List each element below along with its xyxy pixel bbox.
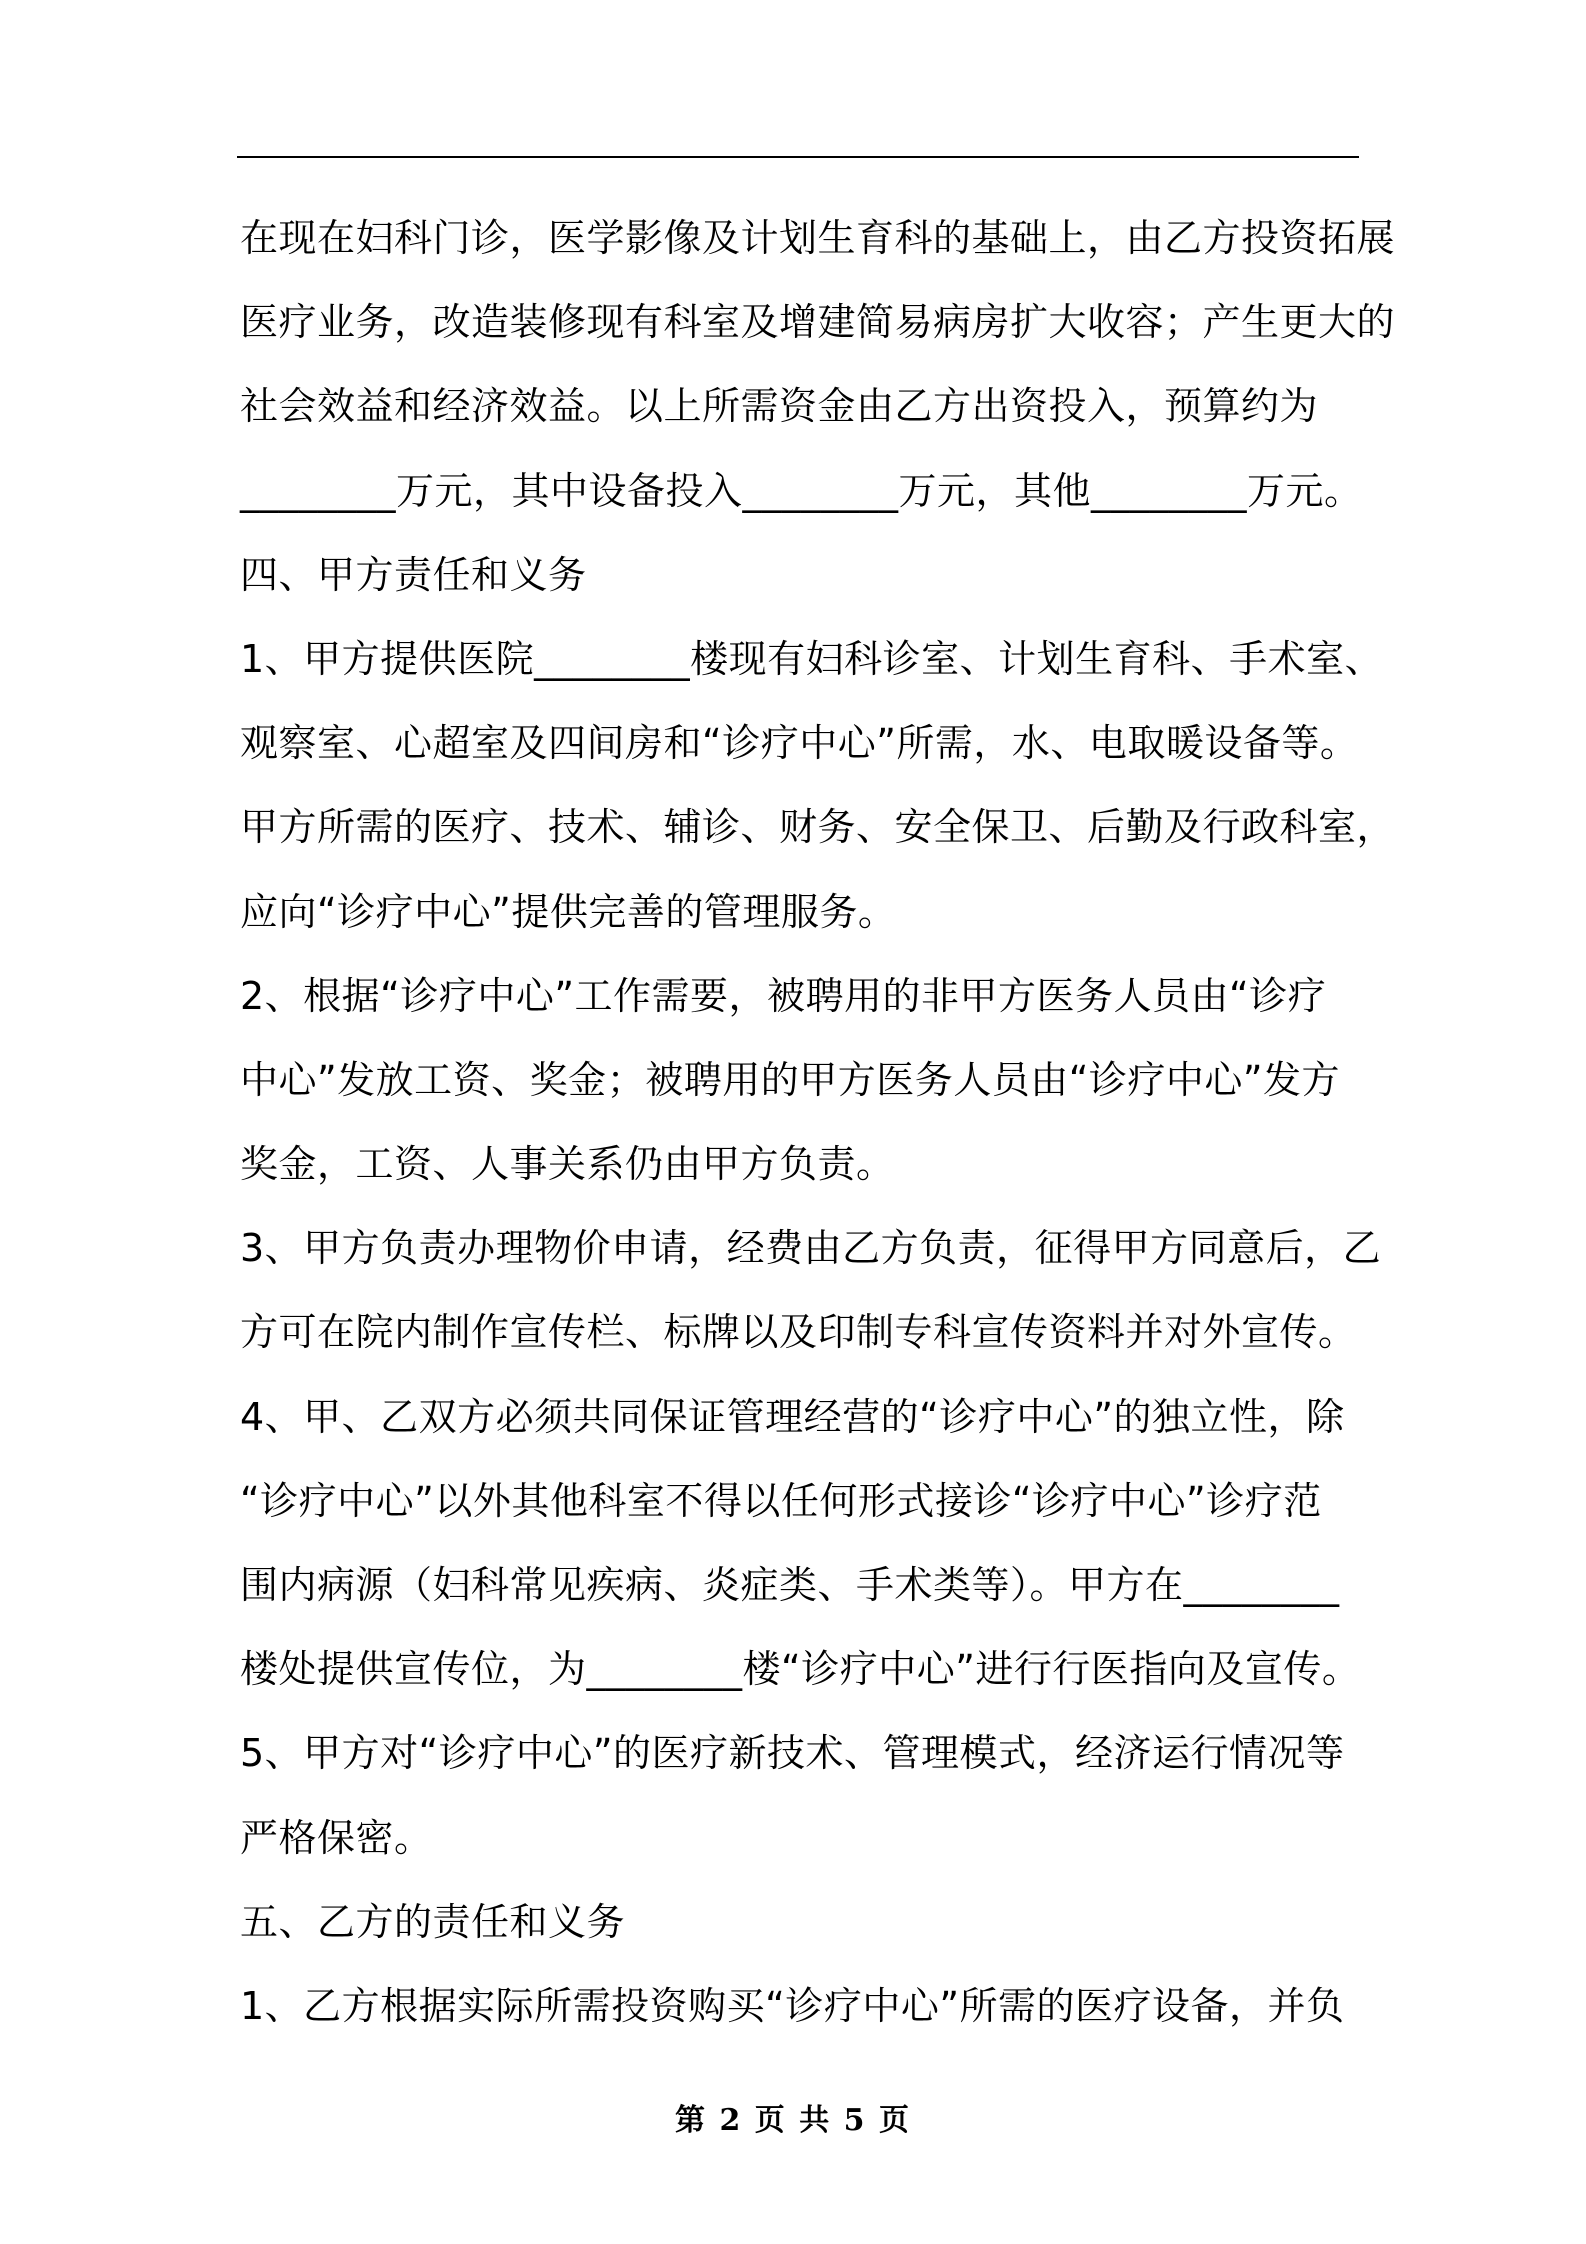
text-line: 围内病源（妇科常见疾病、炎症类、手术类等）。甲方在________ — [240, 1563, 1340, 1607]
text-line: 5、甲方对“诊疗中心”的医疗新技术、管理模式，经济运行情况等 — [240, 1731, 1345, 1776]
section-heading: 四、甲方责任和义务 — [240, 552, 587, 597]
text-line: 楼处提供宣传位，为________楼“诊疗中心”进行行医指向及宣传。 — [240, 1647, 1361, 1692]
text-line: 中心”发放工资、奖金；被聘用的甲方医务人员由“诊疗中心”发方 — [240, 1057, 1341, 1102]
text-line: 严格保密。 — [240, 1815, 433, 1860]
text-line: “诊疗中心”以外其他科室不得以任何形式接诊“诊疗中心”诊疗范 — [240, 1478, 1322, 1523]
text-line: 4、甲、乙双方必须共同保证管理经营的“诊疗中心”的独立性，除 — [240, 1394, 1345, 1439]
text-line: 1、甲方提供医院________楼现有妇科诊室、计划生育科、手术室、 — [240, 636, 1384, 681]
header-rule — [237, 156, 1359, 158]
text-line: 方可在院内制作宣传栏、标牌以及印制专科宣传资料并对外宣传。 — [240, 1310, 1357, 1355]
text-line: 3、甲方负责办理物价申请，经费由乙方负责，征得甲方同意后，乙 — [240, 1226, 1382, 1271]
text-line: 观察室、心超室及四间房和“诊疗中心”所需，水、电取暖设备等。 — [240, 721, 1359, 766]
text-line: 应向“诊疗中心”提供完善的管理服务。 — [240, 889, 897, 934]
text-line: 社会效益和经济效益。以上所需资金由乙方出资投入，预算约为 — [240, 384, 1319, 429]
text-line: 甲方所需的医疗、技术、辅诊、财务、安全保卫、后勤及行政科室， — [240, 805, 1396, 850]
page-number: 第 2 页 共 5 页 — [675, 2103, 911, 2138]
document-body — [240, 196, 1396, 2048]
text-line: ________万元，其中设备投入________万元，其他________万元。 — [240, 468, 1363, 513]
text-line: 1、乙方根据实际所需投资购买“诊疗中心”所需的医疗设备，并负 — [240, 1983, 1345, 2028]
text-line: 奖金，工资、人事关系仍由甲方负责。 — [240, 1142, 895, 1187]
section-heading: 五、乙方的责任和义务 — [240, 1899, 626, 1944]
text-line: 医疗业务，改造装修现有科室及增建简易病房扩大收容；产生更大的 — [240, 300, 1396, 345]
text-line: 2、根据“诊疗中心”工作需要，被聘用的非甲方医务人员由“诊疗 — [240, 973, 1327, 1018]
text-line: 在现在妇科门诊，医学影像及计划生育科的基础上，由乙方投资拓展 — [240, 216, 1396, 260]
